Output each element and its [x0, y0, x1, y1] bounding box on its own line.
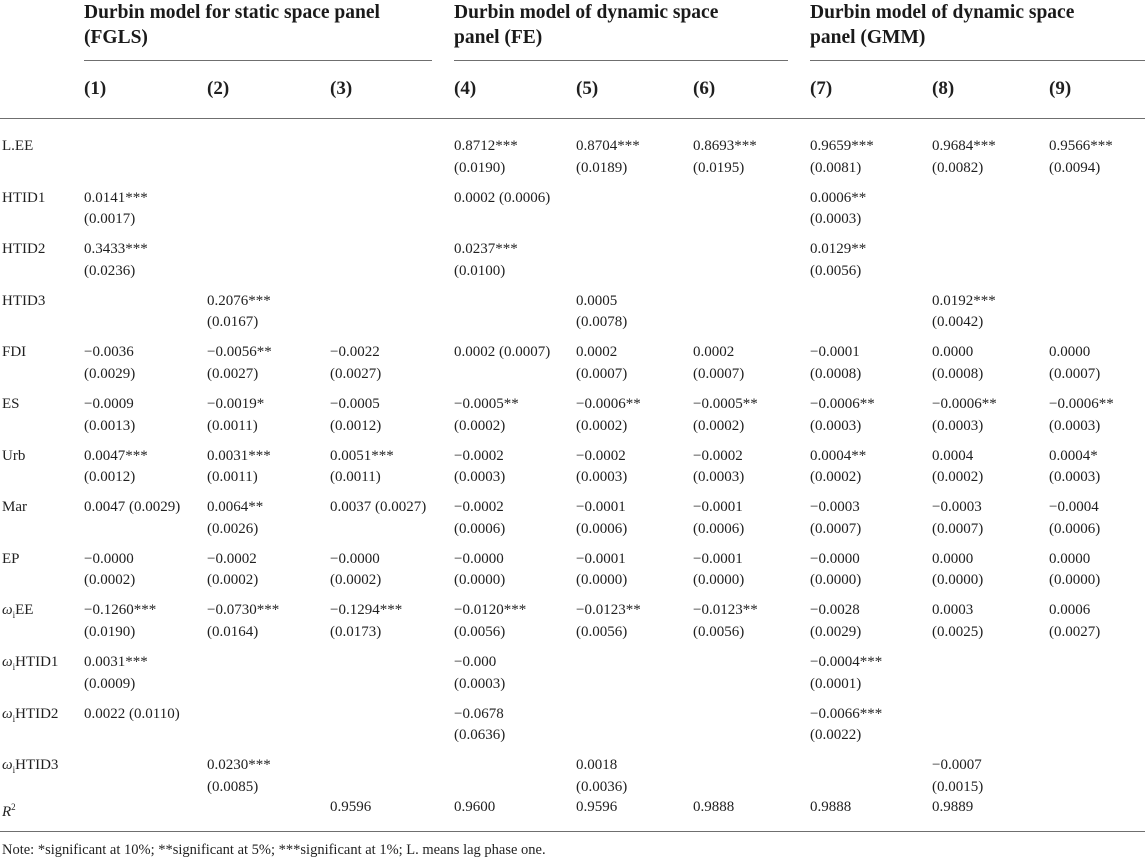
r2-cell: 0.9596	[330, 799, 372, 815]
coefficient: 0.0004**	[810, 447, 867, 464]
table-cell	[693, 342, 744, 385]
standard-error: (0.0094)	[1049, 159, 1101, 176]
row-label	[2, 342, 26, 363]
row-label	[2, 600, 33, 626]
coefficient: −0.0019*	[207, 396, 265, 412]
table-cell	[576, 394, 641, 437]
table-cell	[810, 446, 866, 489]
standard-error: (0.0007)	[576, 365, 628, 382]
table-cell	[932, 136, 996, 179]
coefficient: 0.2076***	[207, 292, 271, 309]
coefficient: −0.0009	[84, 396, 134, 412]
standard-error: (0.0006)	[454, 520, 506, 537]
row-label-text: EP	[2, 550, 20, 567]
coefficient: −0.0006**	[932, 396, 997, 412]
group-title-line1: Durbin model of dynamic space	[810, 2, 1075, 23]
coefficient: −0.0022	[330, 344, 380, 361]
table-cell	[576, 342, 627, 385]
standard-error: (0.0195)	[693, 159, 745, 176]
table-cell	[693, 600, 758, 643]
standard-error: (0.0011)	[330, 469, 381, 486]
standard-error: (0.0636)	[454, 727, 506, 744]
table-cell	[454, 497, 505, 540]
standard-error: (0.0006)	[576, 520, 628, 537]
standard-error: (0.0002)	[693, 417, 745, 434]
coefficient: 0.0237***	[454, 241, 518, 258]
standard-error: (0.0100)	[454, 262, 506, 279]
group-title-line2: panel (GMM)	[810, 27, 926, 48]
row-label-text: HTID1	[2, 189, 46, 206]
coefficient: −0.0005**	[454, 396, 519, 412]
table-cell	[330, 600, 402, 643]
standard-error: (0.0007)	[1049, 365, 1101, 382]
coefficient: −0.0005**	[693, 396, 758, 412]
omega-subscript: i	[12, 765, 16, 776]
coefficient: −0.0006**	[1049, 396, 1114, 412]
standard-error: (0.0190)	[454, 159, 506, 176]
standard-error: (0.0026)	[207, 520, 259, 537]
omega-symbol: ω	[2, 602, 13, 619]
row-label-text: HTID3	[15, 757, 59, 774]
coefficient: −0.0001	[693, 499, 743, 516]
row-label	[2, 446, 25, 467]
column-number: (3)	[330, 78, 353, 99]
row-label-text: HTID2	[15, 705, 59, 722]
group-title-fe	[454, 0, 718, 50]
table-cell	[454, 394, 519, 437]
table-cell	[693, 549, 744, 592]
standard-error: (0.0003)	[693, 469, 745, 486]
table-cell	[810, 497, 861, 540]
coefficient: −0.0123**	[576, 602, 641, 619]
row-label	[2, 136, 33, 157]
r2-symbol: R	[2, 804, 12, 820]
group-rule-fe	[454, 60, 788, 61]
coefficient: 0.0129**	[810, 241, 867, 258]
coefficient: −0.0002	[454, 499, 504, 516]
coefficient: −0.0001	[576, 499, 626, 516]
row-label-text: HTID3	[2, 292, 46, 309]
standard-error: (0.0056)	[693, 623, 745, 640]
standard-error: (0.0003)	[454, 675, 506, 692]
omega-subscript: i	[12, 662, 16, 672]
standard-error: (0.0003)	[932, 417, 984, 434]
row-label	[2, 188, 45, 209]
table-cell	[810, 239, 866, 282]
table-note: Note: *significant at 10%; **significant at 5%; ***significant at 1%; L. means lag phase one.	[2, 842, 546, 858]
standard-error: (0.0189)	[576, 159, 628, 176]
standard-error: (0.0003)	[454, 469, 506, 486]
table-cell	[932, 446, 983, 489]
r2-superscript: 2	[11, 802, 16, 812]
standard-error: (0.0003)	[1049, 417, 1101, 434]
table-cell	[576, 600, 641, 643]
row-label	[2, 755, 58, 781]
coefficient: 0.0006	[1049, 602, 1091, 619]
table-cell	[330, 394, 381, 437]
row-label-text: ES	[2, 396, 20, 412]
coefficient: −0.0000	[330, 550, 380, 567]
omega-symbol: ω	[2, 654, 13, 670]
table-cell	[454, 549, 505, 592]
r2-cell: 0.9596	[576, 799, 618, 815]
standard-error: (0.0001)	[810, 675, 862, 692]
coefficient: −0.0730***	[207, 602, 280, 619]
table-cell	[576, 136, 640, 179]
table-cell	[84, 549, 135, 592]
row-label	[2, 394, 20, 415]
coefficient: −0.1260***	[84, 602, 157, 619]
standard-error: (0.0056)	[810, 262, 862, 279]
row-label	[2, 549, 20, 570]
coefficient: −0.0002	[576, 447, 626, 464]
coefficient: −0.0004	[1049, 499, 1099, 516]
coefficient: 0.8704***	[576, 138, 640, 154]
standard-error: (0.0022)	[810, 727, 862, 744]
standard-error: (0.0002)	[810, 469, 862, 486]
standard-error: (0.0006)	[693, 520, 745, 537]
group-title-gmm	[810, 0, 1074, 50]
table-cell	[1049, 446, 1100, 489]
row-label	[2, 291, 45, 312]
standard-error: (0.0013)	[84, 417, 136, 434]
standard-error: (0.0002)	[932, 469, 984, 486]
standard-error: (0.0042)	[932, 314, 984, 331]
table-cell	[207, 497, 263, 540]
table-cell	[84, 342, 135, 385]
table-cell	[810, 342, 861, 385]
standard-error: (0.0190)	[84, 623, 136, 640]
table-cell	[454, 136, 518, 179]
coefficient: −0.0678	[454, 705, 504, 722]
column-number: (7)	[810, 78, 833, 99]
table-cell	[84, 188, 148, 231]
coefficient: −0.0000	[810, 550, 860, 567]
standard-error: (0.0002)	[84, 572, 136, 589]
standard-error: (0.0002)	[330, 572, 382, 589]
row-label	[2, 497, 27, 518]
group-title-line2: panel (FE)	[454, 27, 543, 48]
coefficient: −0.0066***	[810, 705, 883, 722]
coefficient: −0.0002	[454, 447, 504, 464]
standard-error: (0.0029)	[84, 365, 136, 382]
standard-error: (0.0003)	[810, 417, 862, 434]
table-cell	[693, 446, 744, 489]
standard-error: (0.0078)	[576, 314, 628, 331]
r2-cell: 0.9888	[693, 799, 735, 815]
coefficient: −0.0004***	[810, 654, 883, 670]
table-cell	[810, 188, 866, 231]
table-cell	[810, 549, 861, 592]
table-cell	[84, 704, 180, 726]
table-cell	[1049, 342, 1100, 385]
standard-error: (0.0009)	[84, 675, 136, 692]
coefficient: −0.0036	[84, 344, 134, 361]
row-label	[2, 652, 58, 678]
table-cell	[454, 652, 505, 695]
column-number: (6)	[693, 78, 716, 99]
standard-error: (0.0012)	[330, 417, 382, 434]
standard-error: (0.0029)	[810, 623, 862, 640]
standard-error: (0.0003)	[1049, 469, 1101, 486]
standard-error: (0.0006)	[1049, 520, 1101, 537]
table-cell	[693, 497, 744, 540]
table-cell	[84, 497, 180, 519]
coefficient: −0.1294***	[330, 602, 403, 619]
omega-subscript: i	[12, 713, 16, 724]
omega-subscript: i	[12, 610, 16, 621]
standard-error: (0.0008)	[810, 365, 862, 382]
standard-error: (0.0002)	[454, 417, 506, 434]
table-cell	[932, 497, 983, 540]
column-number: (9)	[1049, 78, 1072, 99]
coefficient: −0.0005	[330, 396, 380, 412]
table-cell	[810, 600, 861, 643]
table-cell	[454, 239, 518, 282]
standard-error: (0.0007)	[693, 365, 745, 382]
coefficient: −0.0000	[84, 550, 134, 567]
table-cell	[330, 342, 381, 385]
standard-error: (0.0000)	[576, 572, 628, 589]
standard-error: (0.0007)	[810, 520, 862, 537]
standard-error: (0.0003)	[810, 211, 862, 228]
coefficient: 0.9684***	[932, 138, 996, 154]
header-rule	[0, 118, 1145, 119]
coefficient: −0.0123**	[693, 602, 758, 619]
standard-error: (0.0000)	[693, 572, 745, 589]
row-label-text: HTID1	[15, 654, 59, 670]
coefficient: −0.0003	[932, 499, 982, 516]
table-cell	[454, 704, 505, 747]
standard-error: (0.0025)	[932, 623, 984, 640]
coefficient: 0.3433***	[84, 241, 148, 258]
standard-error: (0.0011)	[207, 469, 258, 486]
coefficient: 0.0230***	[207, 757, 271, 774]
row-label-text: Urb	[2, 447, 26, 464]
table-cell	[454, 446, 505, 489]
standard-error: (0.0027)	[1049, 623, 1101, 640]
group-title-line1: Durbin model of dynamic space	[454, 2, 719, 23]
group-rule-fgls	[84, 60, 432, 61]
coefficient: 0.0000	[932, 344, 974, 361]
coefficient: 0.8712***	[454, 138, 518, 154]
coefficient: 0.0031***	[207, 447, 271, 464]
table-cell	[454, 600, 526, 643]
coefficient: 0.0047 (0.0029)	[84, 499, 181, 516]
table-cell	[207, 600, 279, 643]
coefficient: −0.000	[454, 654, 497, 670]
standard-error: (0.0082)	[932, 159, 984, 176]
standard-error: (0.0012)	[84, 469, 136, 486]
row-label-text: L.EE	[2, 138, 34, 154]
standard-error: (0.0000)	[932, 572, 984, 589]
coefficient: −0.0001	[693, 550, 743, 567]
coefficient: 0.0022 (0.0110)	[84, 705, 180, 722]
coefficient: −0.0003	[810, 499, 860, 516]
standard-error: (0.0002)	[207, 572, 259, 589]
table-cell	[454, 342, 550, 364]
standard-error: (0.0027)	[207, 365, 259, 382]
table-cell	[810, 394, 875, 437]
coefficient: 0.8693***	[693, 138, 757, 154]
column-number: (5)	[576, 78, 599, 99]
r2-cell: 0.9889	[932, 799, 974, 815]
standard-error: (0.0011)	[207, 417, 258, 434]
omega-symbol: ω	[2, 757, 13, 774]
coefficient: −0.0028	[810, 602, 860, 619]
table-cell	[207, 755, 271, 798]
coefficient: −0.0120***	[454, 602, 527, 619]
r2-label	[2, 797, 16, 823]
table-cell	[84, 652, 148, 695]
coefficient: 0.0002 (0.0007)	[454, 344, 551, 361]
coefficient: −0.0002	[693, 447, 743, 464]
standard-error: (0.0085)	[207, 778, 259, 795]
standard-error: (0.0167)	[207, 314, 259, 331]
column-number: (8)	[932, 78, 955, 99]
r2-cell: 0.9888	[810, 799, 852, 815]
coefficient: 0.0003	[932, 602, 974, 619]
standard-error: (0.0008)	[932, 365, 984, 382]
coefficient: −0.0002	[207, 550, 257, 567]
standard-error: (0.0081)	[810, 159, 862, 176]
column-number: (4)	[454, 78, 477, 99]
coefficient: 0.0141***	[84, 189, 148, 206]
table-cell	[576, 497, 627, 540]
table-cell	[207, 549, 258, 592]
row-label-text: FDI	[2, 344, 27, 361]
coefficient: 0.9566***	[1049, 138, 1113, 154]
standard-error: (0.0036)	[576, 778, 628, 795]
group-title-line1: Durbin model for static space panel	[84, 2, 380, 23]
standard-error: (0.0236)	[84, 262, 136, 279]
coefficient: 0.0000	[1049, 550, 1091, 567]
standard-error: (0.0007)	[932, 520, 984, 537]
coefficient: 0.0192***	[932, 292, 996, 309]
coefficient: 0.0002 (0.0006)	[454, 189, 551, 206]
omega-symbol: ω	[2, 705, 13, 722]
table-cell	[207, 394, 264, 437]
row-label-text: EE	[15, 602, 34, 619]
table-cell	[207, 291, 271, 334]
table-cell	[810, 652, 882, 695]
standard-error: (0.0000)	[1049, 572, 1101, 589]
table-cell	[84, 394, 135, 437]
table-cell	[576, 446, 627, 489]
bottom-rule	[0, 831, 1145, 832]
table-cell	[207, 446, 271, 489]
table-cell	[84, 446, 148, 489]
r2-cell: 0.9600	[454, 799, 496, 815]
table-cell	[932, 291, 996, 334]
standard-error: (0.0000)	[810, 572, 862, 589]
coefficient: −0.0006**	[576, 396, 641, 412]
coefficient: 0.0002	[693, 344, 735, 361]
table-cell	[330, 549, 381, 592]
standard-error: (0.0000)	[454, 572, 506, 589]
row-label-text: HTID2	[2, 241, 46, 258]
table-cell	[932, 600, 983, 643]
coefficient: −0.0001	[576, 550, 626, 567]
coefficient: 0.0002	[576, 344, 618, 361]
standard-error: (0.0056)	[576, 623, 628, 640]
table-cell	[207, 342, 272, 385]
table-cell	[693, 136, 757, 179]
table-cell	[1049, 600, 1100, 643]
table-cell	[1049, 549, 1100, 592]
column-number: (2)	[207, 78, 230, 99]
coefficient: 0.0037 (0.0027)	[330, 499, 427, 516]
table-cell	[810, 136, 874, 179]
table-cell	[1049, 136, 1113, 179]
coefficient: 0.0051***	[330, 447, 394, 464]
coefficient: 0.0000	[1049, 344, 1091, 361]
row-label	[2, 239, 45, 260]
coefficient: −0.0007	[932, 757, 982, 774]
standard-error: (0.0017)	[84, 211, 136, 228]
coefficient: −0.0000	[454, 550, 504, 567]
table-cell	[330, 446, 394, 489]
table-cell	[1049, 394, 1114, 437]
table-cell	[576, 755, 627, 798]
group-title-line2: (FGLS)	[84, 27, 148, 48]
row-label-text: Mar	[2, 499, 27, 516]
table-cell	[576, 291, 627, 334]
coefficient: 0.0005	[576, 292, 618, 309]
table-cell	[84, 239, 148, 282]
table-cell	[810, 704, 882, 747]
coefficient: 0.0064**	[207, 499, 264, 516]
standard-error: (0.0173)	[330, 623, 382, 640]
coefficient: 0.0047***	[84, 447, 148, 464]
table-cell	[576, 549, 627, 592]
row-label	[2, 704, 58, 730]
coefficient: 0.9659***	[810, 138, 874, 154]
table-cell	[932, 549, 983, 592]
table-cell	[932, 394, 997, 437]
coefficient: −0.0006**	[810, 396, 875, 412]
coefficient: 0.0004	[932, 447, 974, 464]
coefficient: −0.0001	[810, 344, 860, 361]
standard-error: (0.0003)	[576, 469, 628, 486]
standard-error: (0.0027)	[330, 365, 382, 382]
table-cell	[454, 188, 550, 210]
table-cell	[932, 755, 983, 798]
group-rule-gmm	[810, 60, 1145, 61]
coefficient: 0.0004*	[1049, 447, 1098, 464]
table-cell	[330, 497, 426, 519]
standard-error: (0.0015)	[932, 778, 984, 795]
standard-error: (0.0164)	[207, 623, 259, 640]
coefficient: 0.0031***	[84, 654, 148, 670]
group-title-fgls	[84, 0, 380, 50]
standard-error: (0.0056)	[454, 623, 506, 640]
table-cell	[84, 600, 156, 643]
standard-error: (0.0002)	[576, 417, 628, 434]
table-cell	[693, 394, 758, 437]
table-cell	[1049, 497, 1100, 540]
coefficient: 0.0000	[932, 550, 974, 567]
column-number: (1)	[84, 78, 107, 99]
coefficient: 0.0006**	[810, 189, 867, 206]
coefficient: 0.0018	[576, 757, 618, 774]
table-cell	[932, 342, 983, 385]
coefficient: −0.0056**	[207, 344, 272, 361]
